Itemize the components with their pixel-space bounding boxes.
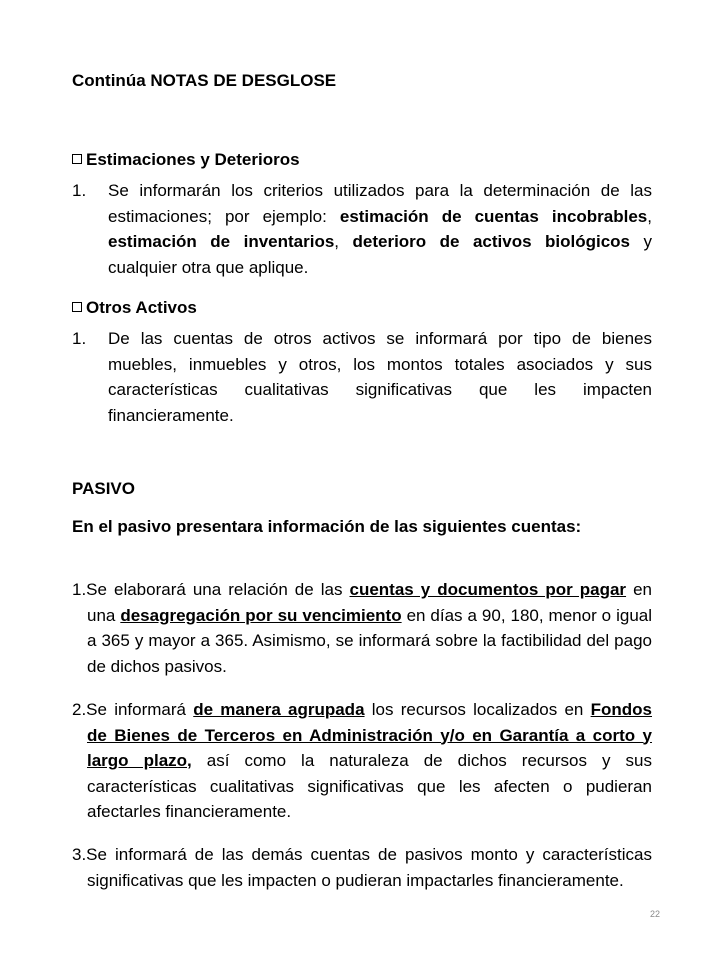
section-heading-otros-activos	[72, 298, 652, 318]
list-item-text: en una	[87, 580, 652, 625]
list-item-text: 3.Se informará de las demás cuentas de pasivos monto y características significativas que les impacten o pudieran impactarles financieramente.	[72, 845, 652, 890]
bold-term: estimación de inventarios	[108, 232, 335, 251]
checkbox-bullet-icon	[72, 154, 84, 166]
list-item-otros-activos-1	[72, 326, 652, 428]
list-item-number: 1.	[72, 329, 87, 348]
list-item-text: De las cuentas de otros activos se informará por tipo de bienes muebles, inmuebles y otros, los montos totales asociados y sus características cualitativas significativas que les impacten financieramente.	[108, 329, 652, 425]
checkbox-bullet-icon	[72, 302, 84, 314]
list-item-text: los recursos localizados en	[364, 700, 591, 719]
page-number: 22	[650, 909, 661, 919]
list-item-text: en días a 90, 180, menor o igual a 365 y mayor a 365. Asimismo, se informará sobre la factibilidad del pago de dichos pasivos.	[87, 605, 653, 676]
section-heading-estimaciones	[72, 150, 652, 170]
page-title: Continúa NOTAS DE DESGLOSE	[72, 71, 337, 90]
bold-term: deterioro de activos biológicos	[352, 232, 631, 251]
list-item-text: Se informarán los criterios utilizados para la determinación de las estimaciones; por ejemplo:	[108, 181, 652, 226]
section-heading-label: Otros Activos	[86, 298, 197, 317]
list-item-number: 1.	[72, 181, 87, 200]
underlined-term: cuentas y documentos por pagar	[349, 580, 627, 599]
list-item-text: ,	[647, 206, 652, 226]
list-item-estimaciones-1	[72, 178, 652, 280]
list-item-text: así como la naturaleza de dichos recursos y sus características cualitativas significativas que les afecten o pudieran afectarles financieramente.	[87, 751, 652, 821]
list-item-pasivo-1	[72, 577, 652, 679]
list-item-pasivo-3	[72, 842, 652, 893]
list-item-text: ,	[334, 232, 353, 251]
pasivo-intro: En el pasivo presentara información de las siguientes cuentas:	[72, 517, 582, 536]
section-heading-pasivo: PASIVO	[72, 479, 135, 498]
underlined-term: desagregación por su vencimiento	[120, 605, 402, 625]
list-item-pasivo-2	[72, 697, 652, 825]
list-item-text: 2.Se informará	[72, 700, 194, 719]
section-heading-label: Estimaciones y Deterioros	[86, 150, 300, 169]
list-item-text: y cualquier otra que aplique.	[108, 232, 653, 277]
list-item-text: 1.Se elaborará una relación de las	[72, 580, 350, 599]
bold-term: estimación de cuentas incobrables	[339, 206, 648, 226]
underlined-term: Fondos de Bienes de Terceros en Administración y/o en Garantía a corto y largo plazo,	[87, 700, 652, 770]
underlined-term: de manera agrupada	[193, 700, 365, 719]
